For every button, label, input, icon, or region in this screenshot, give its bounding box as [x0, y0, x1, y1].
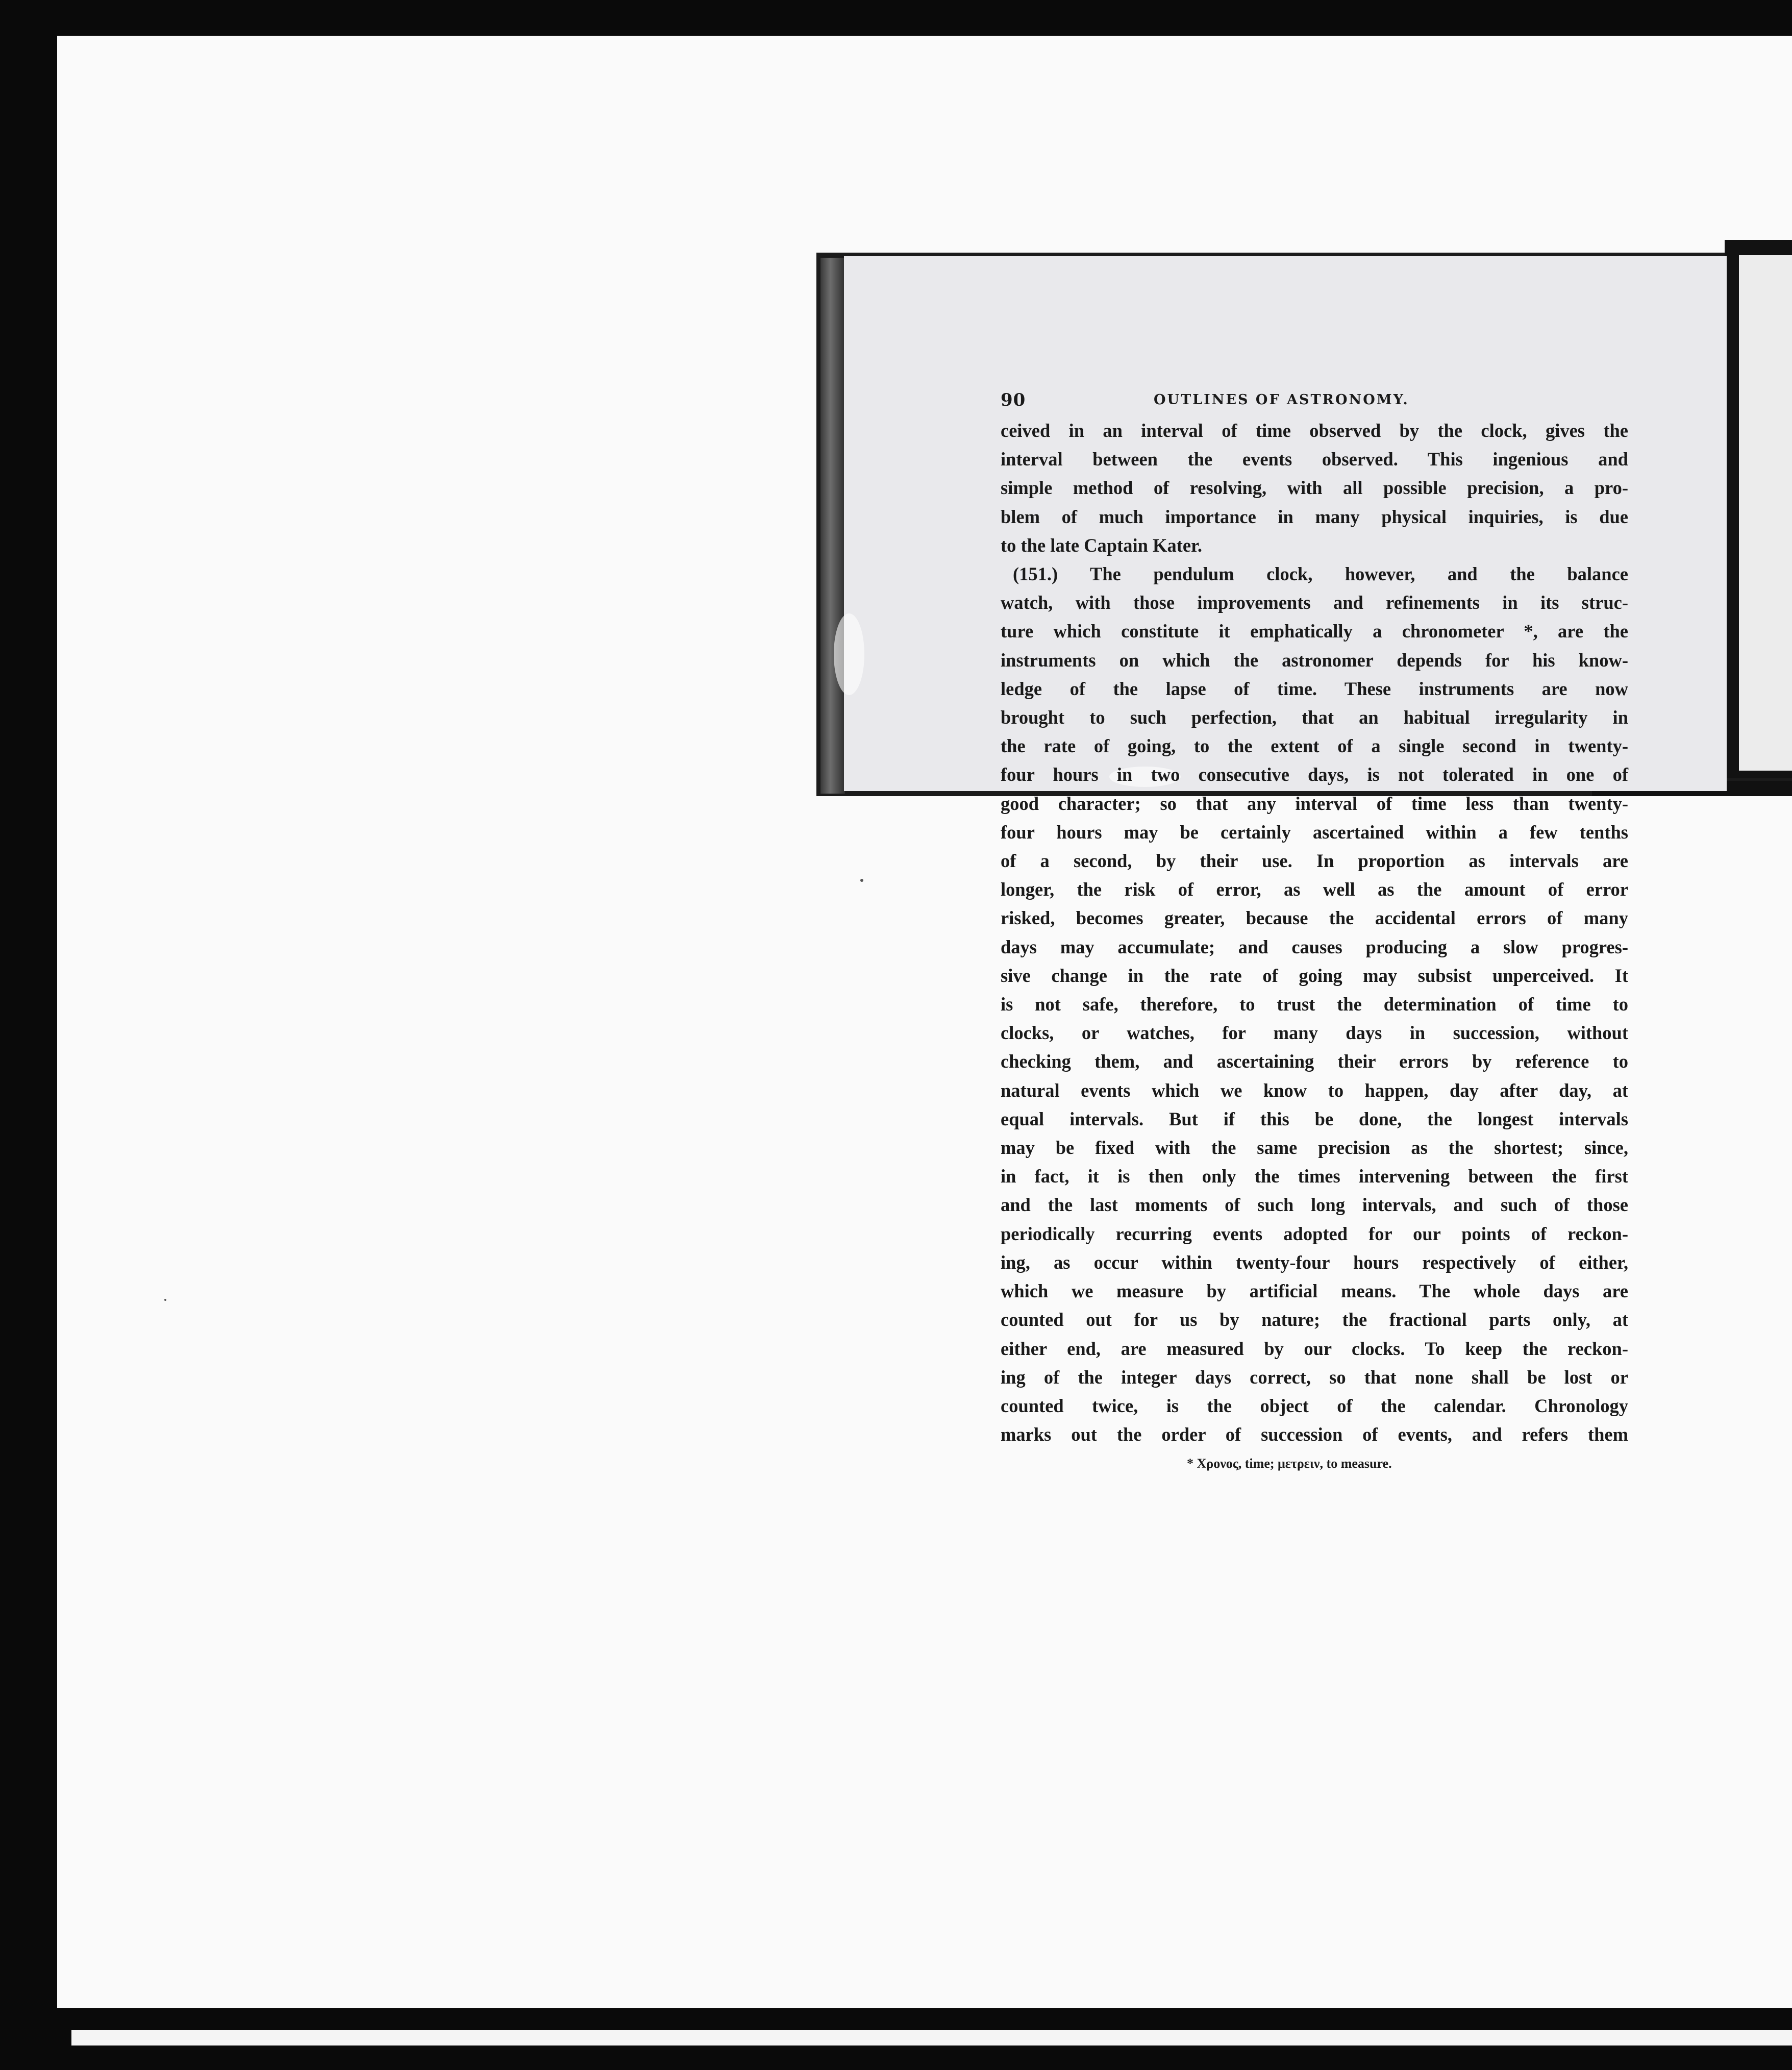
text-line: ceived in an interval of time observed by the clock, gives the — [1001, 420, 1628, 441]
running-title: OUTLINES OF ASTRONOMY. — [1154, 392, 1409, 408]
page-content — [1001, 390, 1628, 1471]
text-line: ledge of the lapse of time. These instruments are now — [1001, 678, 1628, 699]
text-line: ing of the integer days correct, so that none shall be lost or — [1001, 1366, 1628, 1388]
text-line: is not safe, therefore, to trust the determination of time to — [1001, 994, 1628, 1015]
text-line: to the late Captain Kater. — [1001, 534, 1203, 556]
text-line: in fact, it is then only the times intervening between the first — [1001, 1166, 1628, 1187]
film-border-notch — [0, 1990, 15, 2070]
text-line: marks out the order of succession of events, and refers them — [1001, 1424, 1628, 1445]
text-line: counted twice, is the object of the calendar. Chronology — [1001, 1395, 1628, 1416]
text-line: equal intervals. But if this be done, the longest intervals — [1001, 1108, 1628, 1129]
text-line: four hours in two consecutive days, is not tolerated in one of — [1001, 764, 1628, 785]
text-line: either end, are measured by our clocks. To keep the reckon- — [1001, 1338, 1628, 1359]
text-line: blem of much importance in many physical inquiries, is due — [1001, 506, 1628, 527]
text-line: ture which constitute it emphatically a chronometer *, are the — [1001, 621, 1628, 642]
text-line: counted out for us by nature; the fractional parts only, at — [1001, 1309, 1628, 1330]
text-line: interval between the events observed. This ingenious and — [1001, 449, 1628, 470]
film-border-bottom-gap — [71, 2030, 1792, 2046]
text-line: clocks, or watches, for many days in succession, without — [1001, 1022, 1628, 1044]
text-line: days may accumulate; and causes producing a slow progres- — [1001, 936, 1628, 957]
text-line: good character; so that any interval of time less than twenty- — [1001, 793, 1628, 814]
text-line: longer, the risk of error, as well as the amount of error — [1001, 879, 1628, 900]
film-speck — [164, 1299, 166, 1301]
text-line: and the last moments of such long intervals, and such of those — [1001, 1194, 1628, 1216]
body-text — [1001, 416, 1628, 1449]
text-line: ing, as occur within twenty-four hours respectively of either, — [1001, 1251, 1628, 1273]
footnote: * Χρονος, time; μετρειν, to measure. — [1187, 1456, 1392, 1471]
text-line: brought to such perfection, that an habitual irregularity in — [1001, 707, 1628, 728]
page-number: 90 — [1001, 390, 1026, 410]
film-border-left — [0, 36, 57, 2008]
text-line: may be fixed with the same precision as the shortest; since, — [1001, 1137, 1628, 1159]
text-line: four hours may be certainly ascertained within a few tenths — [1001, 821, 1628, 843]
page-smudge — [834, 613, 864, 695]
text-line: which we measure by artificial means. The whole days are — [1001, 1280, 1628, 1302]
running-head — [1001, 390, 1628, 416]
text-line: sive change in the rate of going may subsist unperceived. It — [1001, 965, 1628, 986]
text-line: periodically recurring events adopted for our points of reckon- — [1001, 1223, 1628, 1244]
book-spine-edge — [820, 258, 845, 794]
text-line: risked, becomes greater, because the accidental errors of many — [1001, 907, 1628, 929]
text-line: checking them, and ascertaining their errors by reference to — [1001, 1051, 1628, 1072]
film-speck — [860, 879, 863, 882]
text-line: simple method of resolving, with all possible precision, a pro- — [1001, 477, 1628, 499]
facing-page — [1739, 255, 1792, 771]
film-border-top — [0, 0, 1792, 36]
text-line: of a second, by their use. In proportion as intervals are — [1001, 850, 1628, 872]
paragraph-start-line: (151.) The pendulum clock, however, and the balance — [1013, 563, 1628, 585]
text-line: natural events which we know to happen, day after day, at — [1001, 1079, 1628, 1101]
book-page — [844, 256, 1727, 1471]
text-line: watch, with those improvements and refinements in its struc- — [1001, 592, 1628, 613]
text-line: instruments on which the astronomer depends for his know- — [1001, 649, 1628, 671]
text-line: the rate of going, to the extent of a single second in twenty- — [1001, 735, 1628, 757]
